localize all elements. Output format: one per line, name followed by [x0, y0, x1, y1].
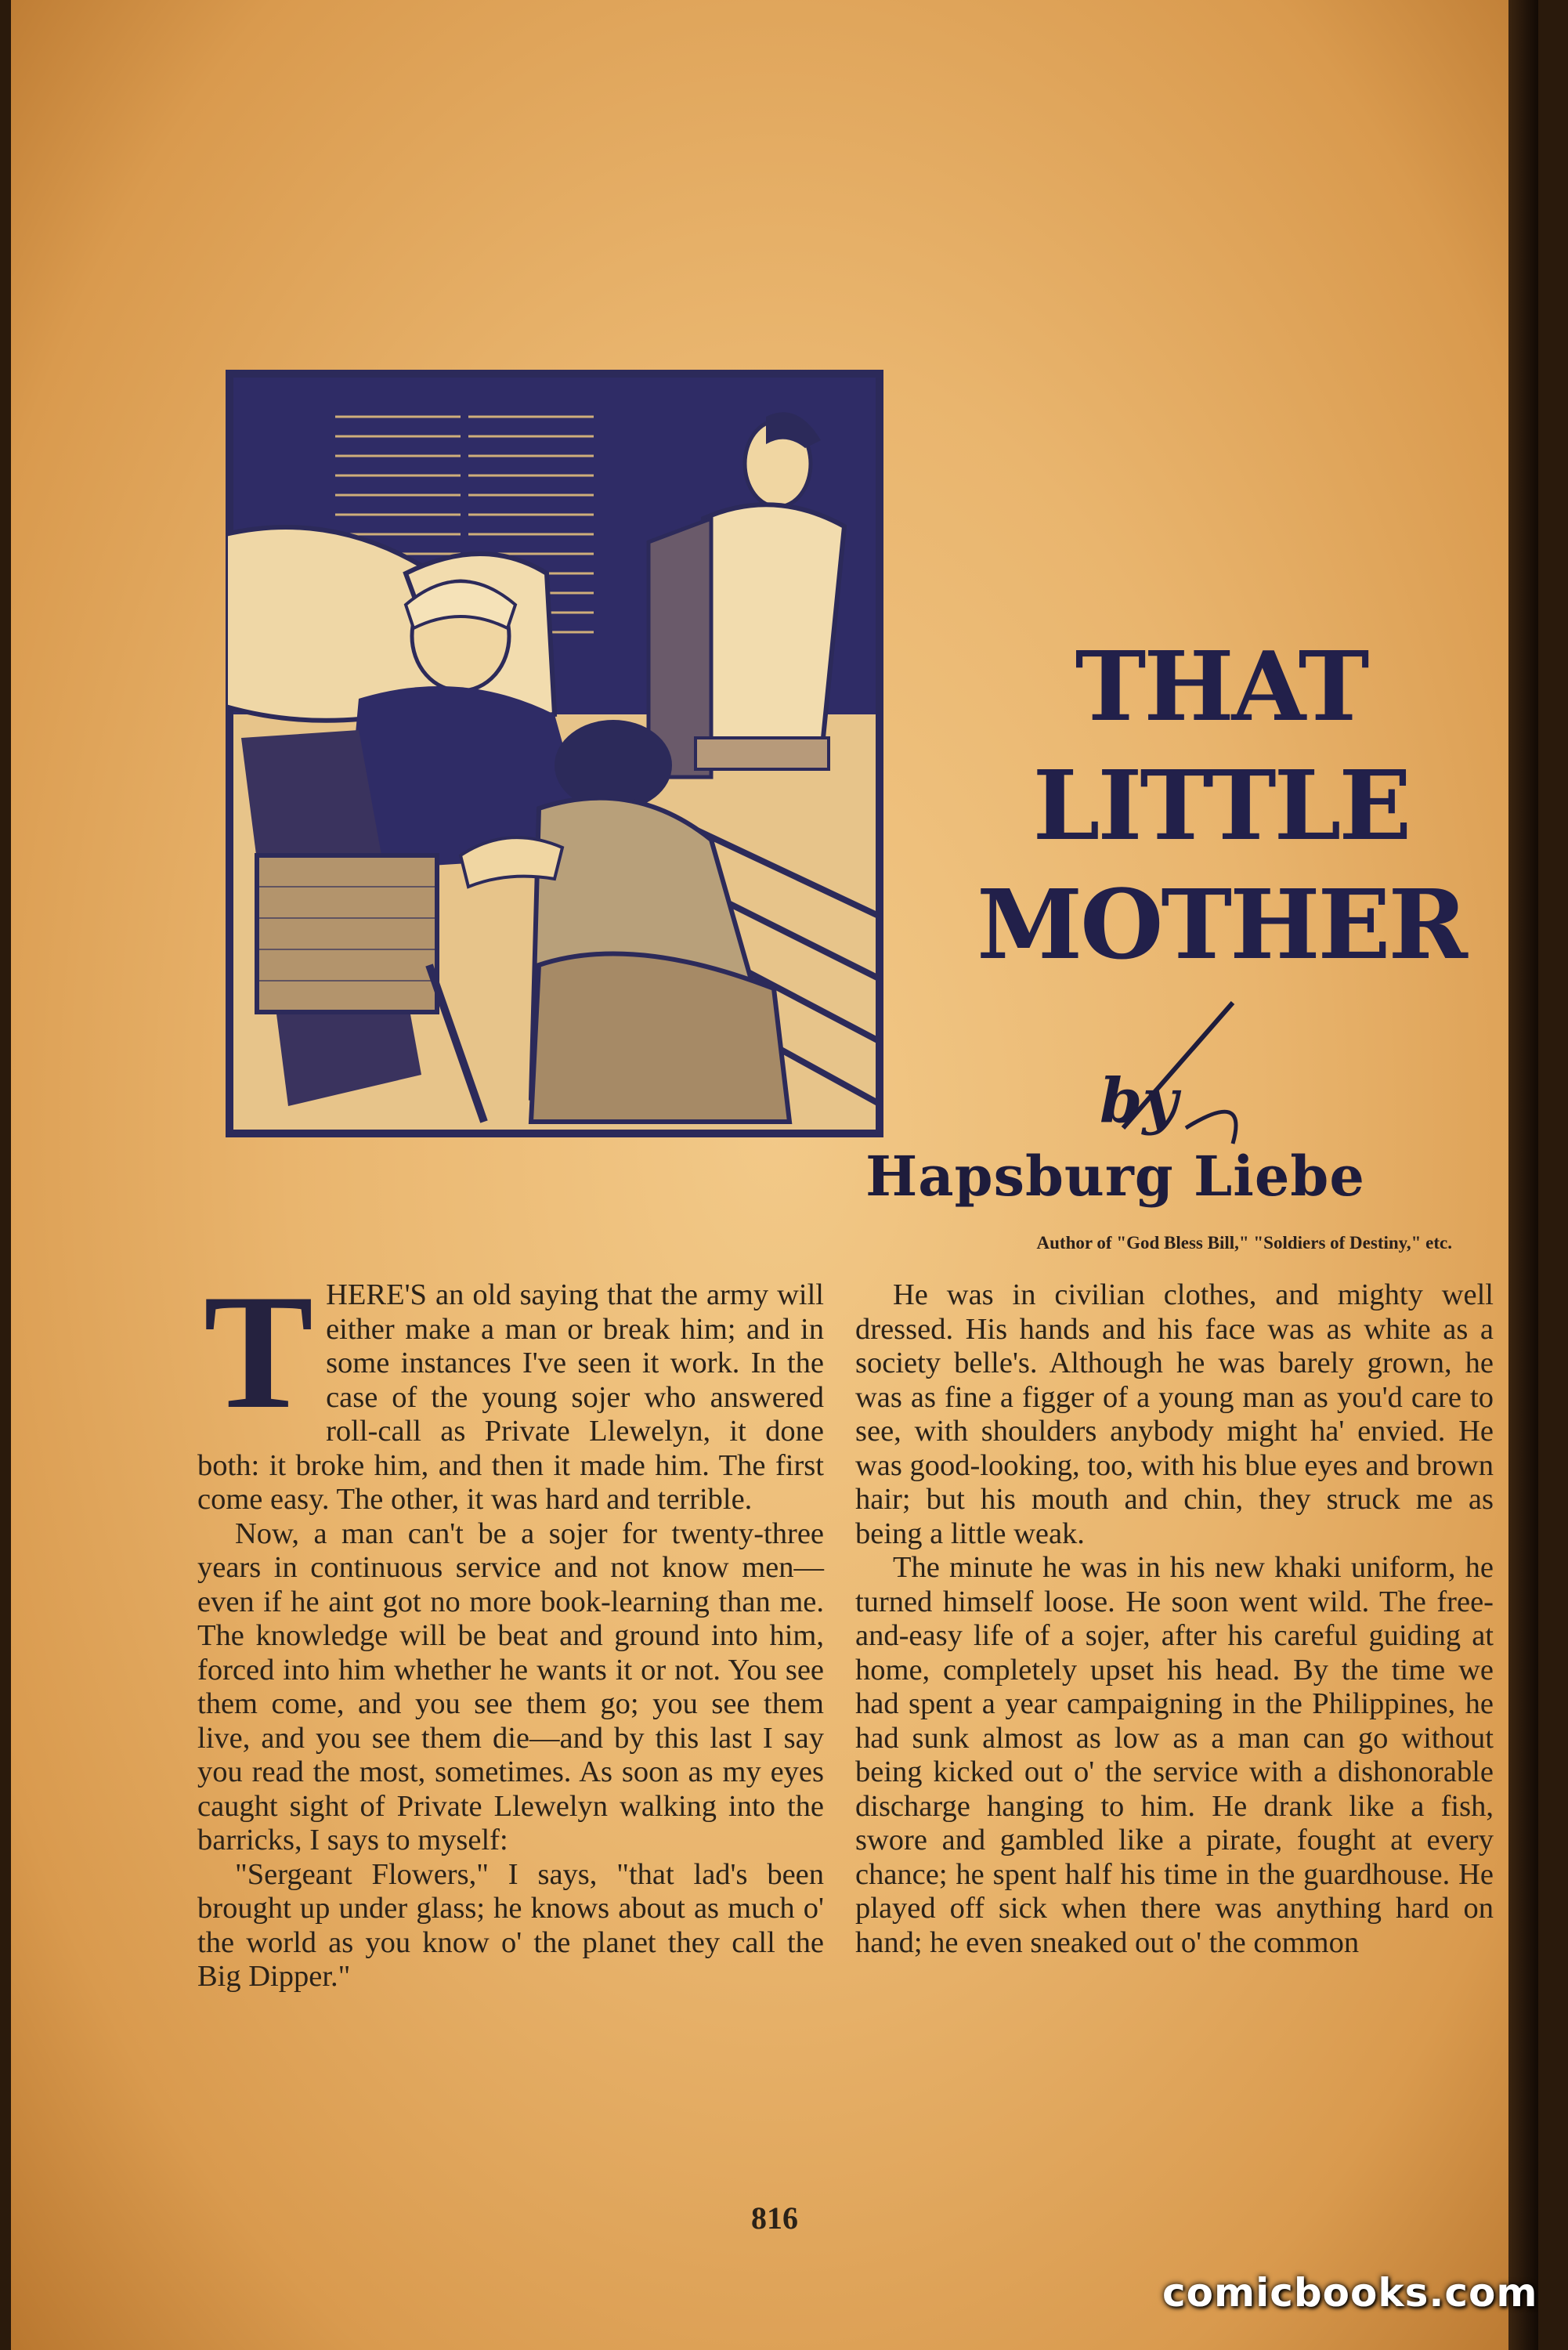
body-column-right	[855, 1278, 1494, 1960]
story-title	[951, 627, 1491, 984]
title-line: MOTHER	[977, 868, 1465, 981]
author-credit: Author of "God Bless Bill," "Soldiers of Destiny," etc.	[1036, 1233, 1452, 1253]
illustration-sickbed-icon	[226, 370, 883, 1137]
story-illustration	[226, 370, 883, 1137]
paragraph: HERE'S an old saying that the army will either make a man or break him; and in some instances I've seen it work. In the case of the young sojer who answered roll-call as Private Llewelyn, it done both: it broke him, and then it made him. The first come easy. The other, it was hard and terrible.	[197, 1278, 824, 1516]
magazine-page	[11, 0, 1538, 2350]
paragraph: "Sergeant Flowers," I says, "that lad's been brought up under glass; he knows about as much o' the world as you know o' the planet they call the Big Dipper."	[197, 1857, 824, 1993]
paragraph: Now, a man can't be a sojer for twenty-three years in continuous service and not know men—even if he aint got no more book-learning than me. The knowledge will be beat and ground into him, forced into him whether he wants it or not. You see them come, and you see them go; you see them live, and you see them die—and by this last I say you read the most, sometimes. As soon as my eyes caught sight of Private Llewelyn walking into the barricks, I says to myself:	[197, 1517, 824, 1856]
title-line: LITTLE	[1032, 749, 1410, 862]
paragraph: He was in civilian clothes, and mighty well dressed. His hands and his face was as white as a society belle's. Although he was barely grown, he was as fine a figger of a young man as you'd care to see, with shoulders anybody might ha' envied. He was good-looking, too, with his blue eyes and brown hair; but his mouth and chin, they struck me as being a little weak.	[855, 1278, 1494, 1550]
byline-by: by	[1100, 1065, 1178, 1137]
title-line: THAT	[1075, 630, 1367, 743]
book-spine	[1508, 0, 1538, 2350]
watermark: comicbooks.com	[1162, 2270, 1538, 2316]
body-column-left	[197, 1261, 824, 1994]
paragraph: The minute he was in his new khaki uniform, he turned himself loose. He soon went wild. The free-and-easy life of a sojer, after his careful guiding at home, completely upset his head. By the time we had spent a year campaigning in the Philippines, he had sunk almost as low as a man can go without being kicked out o' the service with a dishonorable discharge hanging to him. He drank like a fish, swore and gambled like a pirate, fought at every chance; he spent half his time in the guardhouse. He played off sick when there was anything hard on hand; he even sneaked out o' the common	[855, 1551, 1494, 1959]
page-number: 816	[751, 2200, 798, 2236]
drop-cap: T	[204, 1261, 314, 1443]
author-name: Hapsburg Liebe	[865, 1144, 1365, 1209]
